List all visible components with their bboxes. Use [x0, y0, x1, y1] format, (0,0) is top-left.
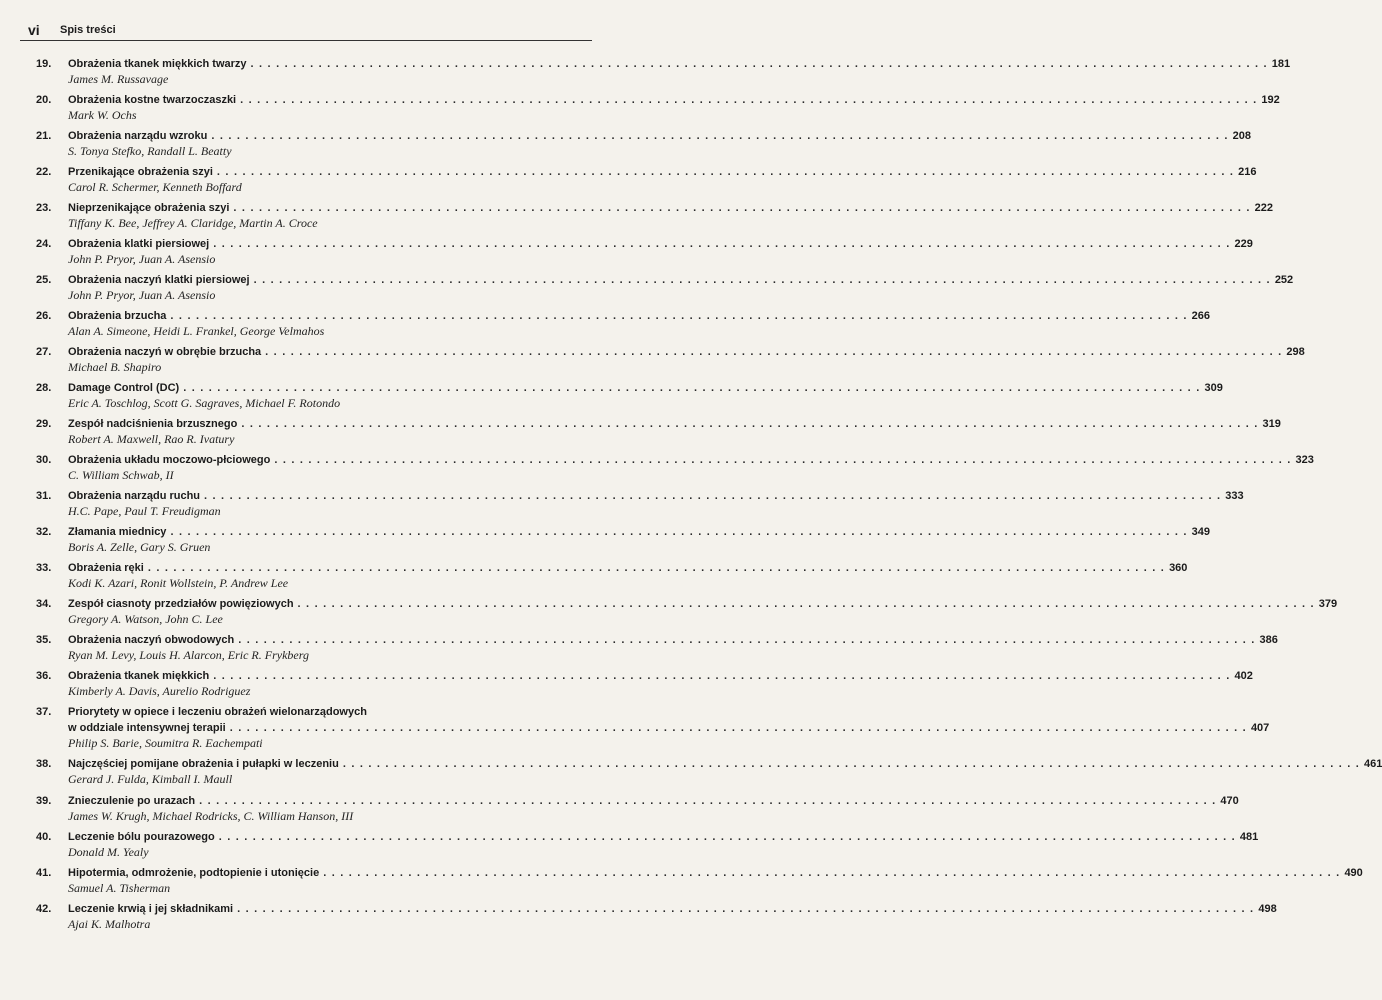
chapter-title: Obrażenia tkanek miękkich: [68, 670, 210, 682]
chapter-authors: Carol R. Schermer, Kenneth Boffard: [68, 180, 242, 194]
toc-entry[interactable]: [36, 344, 1305, 380]
page-reference: 252: [1274, 274, 1294, 286]
toc-entry[interactable]: [36, 56, 1291, 92]
chapter-title: Obrażenia brzucha: [68, 310, 167, 322]
chapter-number: 31.: [36, 490, 52, 502]
chapter-title: Obrażenia układu moczowo-płciowego: [68, 454, 271, 466]
chapter-authors: Mark W. Ochs: [68, 108, 137, 122]
chapter-title-row: [68, 865, 1363, 881]
chapter-title-row: [68, 236, 1253, 252]
page-reference: 222: [1254, 202, 1274, 214]
chapter-number: 34.: [36, 598, 52, 610]
table-of-contents: [36, 56, 1382, 937]
chapter-title-row: [68, 344, 1305, 360]
chapter-number: 22.: [36, 166, 52, 178]
dot-leader: . . . . . . . . . . . . . . . . . . . . . . . . . . . . . . . . . . . . . . . . . . . . . . . . . . . . . . . . . . . . . . . . . . . . . . . . . . . . . . . . . . . . . . . . . . . . . . . . . . . . . . . . . . . . . . . . . . . . . . . .: [170, 310, 1188, 322]
chapter-title: Zespół ciasnoty przedziałów powięziowych: [68, 598, 294, 610]
toc-entry[interactable]: [36, 488, 1244, 524]
toc-entry[interactable]: [36, 524, 1211, 560]
dot-leader: . . . . . . . . . . . . . . . . . . . . . . . . . . . . . . . . . . . . . . . . . . . . . . . . . . . . . . . . . . . . . . . . . . . . . . . . . . . . . . . . . . . . . . . . . . . . . . . . . . . . . . . . . . . . . . . . . . . . . . . .: [211, 130, 1229, 142]
page-number: vi: [28, 22, 40, 38]
section-title: Spis treści: [60, 24, 116, 36]
chapter-authors: Ryan M. Levy, Louis H. Alarcon, Eric R. Frykberg: [68, 648, 309, 662]
chapter-number: 20.: [36, 94, 52, 106]
chapter-title: Złamania miednicy: [68, 526, 167, 538]
chapter-authors: Kimberly A. Davis, Aurelio Rodriguez: [68, 684, 251, 698]
chapter-number: 26.: [36, 310, 52, 322]
chapter-title-row: [68, 56, 1291, 72]
chapter-title-row: [68, 524, 1211, 540]
chapter-number: 32.: [36, 526, 52, 538]
chapter-title-row: [68, 632, 1278, 648]
page-reference: 323: [1295, 454, 1314, 466]
chapter-title: Zespół nadciśnienia brzusznego: [68, 418, 238, 430]
chapter-number: 29.: [36, 418, 52, 430]
chapter-title: Obrażenia narządu wzroku: [68, 130, 208, 142]
chapter-title: Obrażenia naczyń w obrębie brzucha: [68, 346, 262, 358]
chapter-title-row: [68, 92, 1280, 108]
page-reference: 298: [1286, 346, 1305, 358]
chapter-title-row: [68, 668, 1253, 684]
toc-entry[interactable]: [36, 380, 1223, 416]
chapter-number: 41.: [36, 867, 52, 879]
chapter-authors: Alan A. Simeone, Heidi L. Frankel, George Velmahos: [68, 324, 325, 338]
dot-leader: . . . . . . . . . . . . . . . . . . . . . . . . . . . . . . . . . . . . . . . . . . . . . . . . . . . . . . . . . . . . . . . . . . . . . . . . . . . . . . . . . . . . . . . . . . . . . . . . . . . . . . . . . . . . . . . . . . . . . . . .: [253, 274, 1271, 286]
page-reference: 407: [1250, 722, 1270, 734]
dot-leader: . . . . . . . . . . . . . . . . . . . . . . . . . . . . . . . . . . . . . . . . . . . . . . . . . . . . . . . . . . . . . . . . . . . . . . . . . . . . . . . . . . . . . . . . . . . . . . . . . . . . . . . . . . . . . . . . . . . . . . . .: [216, 166, 1235, 178]
page-reference: 266: [1191, 310, 1211, 322]
toc-entry[interactable]: [36, 901, 1277, 937]
chapter-title-row: [68, 272, 1294, 288]
toc-entry[interactable]: [36, 756, 1382, 793]
chapter-authors: John P. Pryor, Juan A. Asensio: [68, 252, 216, 266]
chapter-title: Przenikające obrażenia szyi: [68, 166, 213, 178]
dot-leader: . . . . . . . . . . . . . . . . . . . . . . . . . . . . . . . . . . . . . . . . . . . . . . . . . . . . . . . . . . . . . . . . . . . . . . . . . . . . . . . . . . . . . . . . . . . . . . . . . . . . . . . . . . . . . . . . . . . . . . . .: [233, 202, 1251, 214]
chapter-authors: James M. Russavage: [68, 72, 169, 86]
dot-leader: . . . . . . . . . . . . . . . . . . . . . . . . . . . . . . . . . . . . . . . . . . . . . . . . . . . . . . . . . . . . . . . . . . . . . . . . . . . . . . . . . . . . . . . . . . . . . . . . . . . . . . . . . . . . . . . . . . . . . . . .: [229, 722, 1247, 734]
chapter-authors: Gerard J. Fulda, Kimball I. Maull: [68, 772, 233, 786]
chapter-title: Damage Control (DC): [68, 382, 180, 394]
chapter-number: 40.: [36, 831, 52, 843]
chapter-title: Obrażenia kostne twarzoczaszki: [68, 94, 237, 106]
chapter-number: 21.: [36, 130, 52, 142]
chapter-authors: Tiffany K. Bee, Jeffrey A. Claridge, Martin A. Croce: [68, 216, 318, 230]
toc-entry[interactable]: [36, 236, 1253, 272]
page-reference: 360: [1169, 562, 1188, 574]
page-reference: 333: [1225, 490, 1244, 502]
dot-leader: . . . . . . . . . . . . . . . . . . . . . . . . . . . . . . . . . . . . . . . . . . . . . . . . . . . . . . . . . . . . . . . . . . . . . . . . . . . . . . . . . . . . . . . . . . . . . . . . . . . . . . . . . . . . . . . . . . . . . . . .: [240, 94, 1258, 106]
chapter-title-row: [68, 200, 1274, 216]
chapter-title-row: [68, 793, 1239, 809]
toc-entry[interactable]: [36, 92, 1280, 128]
toc-entry[interactable]: [36, 793, 1239, 829]
dot-leader: . . . . . . . . . . . . . . . . . . . . . . . . . . . . . . . . . . . . . . . . . . . . . . . . . . . . . . . . . . . . . . . . . . . . . . . . . . . . . . . . . . . . . . . . . . . . . . . . . . . . . . . . . . . . . . . . . . . . . . . .: [204, 490, 1222, 502]
chapter-title: Obrażenia naczyń obwodowych: [68, 634, 235, 646]
chapter-authors: Robert A. Maxwell, Rao R. Ivatury: [68, 432, 235, 446]
chapter-title-row: [68, 596, 1338, 612]
chapter-number: 38.: [36, 758, 52, 770]
toc-entry[interactable]: [36, 865, 1363, 901]
chapter-title: w oddziale intensywnej terapii: [68, 722, 226, 734]
chapter-title: Leczenie krwią i jej składnikami: [68, 903, 234, 915]
chapter-title-line1: Priorytety w opiece i leczeniu obrażeń wielonarządowych: [68, 706, 367, 718]
chapter-title: Hipotermia, odmrożenie, podtopienie i utonięcie: [68, 867, 320, 879]
page-reference: 461: [1364, 758, 1382, 770]
chapter-title: Obrażenia naczyń klatki piersiowej: [68, 274, 250, 286]
dot-leader: . . . . . . . . . . . . . . . . . . . . . . . . . . . . . . . . . . . . . . . . . . . . . . . . . . . . . . . . . . . . . . . . . . . . . . . . . . . . . . . . . . . . . . . . . . . . . . . . . . . . . . . . . . . . . . . . . . . . . . . .: [183, 382, 1201, 394]
chapter-number: 30.: [36, 454, 52, 466]
toc-entry[interactable]: [36, 308, 1211, 344]
toc-entry[interactable]: [36, 632, 1278, 668]
chapter-authors: S. Tonya Stefko, Randall L. Beatty: [68, 144, 232, 158]
chapter-authors: Gregory A. Watson, John C. Lee: [68, 612, 223, 626]
page-reference: 490: [1344, 867, 1363, 879]
dot-leader: . . . . . . . . . . . . . . . . . . . . . . . . . . . . . . . . . . . . . . . . . . . . . . . . . . . . . . . . . . . . . . . . . . . . . . . . . . . . . . . . . . . . . . . . . . . . . . . . . . . . . . . . . . . . . . . . . . . . . . . .: [218, 831, 1236, 843]
page-header: [20, 22, 592, 41]
chapter-authors: Eric A. Toschlog, Scott G. Sagraves, Michael F. Rotondo: [68, 396, 341, 410]
chapter-title: Obrażenia klatki piersiowej: [68, 238, 210, 250]
chapter-number: 19.: [36, 58, 52, 70]
chapter-title: Obrażenia ręki: [68, 562, 144, 574]
chapter-title-row: [68, 829, 1259, 845]
chapter-number: 39.: [36, 795, 52, 807]
page-reference: 229: [1234, 238, 1253, 250]
chapter-number: 37.: [36, 706, 52, 718]
chapter-number: 33.: [36, 562, 52, 574]
chapter-authors: Donald M. Yealy: [68, 845, 149, 859]
dot-leader: . . . . . . . . . . . . . . . . . . . . . . . . . . . . . . . . . . . . . . . . . . . . . . . . . . . . . . . . . . . . . . . . . . . . . . . . . . . . . . . . . . . . . . . . . . . . . . . . . . . . . . . . . . . . . . . . . . . . . . . .: [213, 238, 1231, 250]
toc-entry[interactable]: [36, 829, 1259, 865]
page-reference: 386: [1259, 634, 1278, 646]
toc-entry[interactable]: [36, 272, 1294, 308]
page-reference: 208: [1232, 130, 1251, 142]
chapter-number: 28.: [36, 382, 52, 394]
page-reference: 192: [1261, 94, 1280, 106]
chapter-title-row: [68, 416, 1281, 432]
chapter-authors: Samuel A. Tisherman: [68, 881, 171, 895]
chapter-authors: Boris A. Zelle, Gary S. Gruen: [68, 540, 211, 554]
toc-entry[interactable]: [36, 560, 1188, 596]
dot-leader: . . . . . . . . . . . . . . . . . . . . . . . . . . . . . . . . . . . . . . . . . . . . . . . . . . . . . . . . . . . . . . . . . . . . . . . . . . . . . . . . . . . . . . . . . . . . . . . . . . . . . . . . . . . . . . . . . . . . . . . .: [241, 418, 1259, 430]
chapter-title-row: [68, 756, 1382, 772]
chapter-authors: H.C. Pape, Paul T. Freudigman: [68, 504, 221, 518]
chapter-number: 42.: [36, 903, 52, 915]
dot-leader: . . . . . . . . . . . . . . . . . . . . . . . . . . . . . . . . . . . . . . . . . . . . . . . . . . . . . . . . . . . . . . . . . . . . . . . . . . . . . . . . . . . . . . . . . . . . . . . . . . . . . . . . . . . . . . . . . . . . . . . .: [250, 58, 1268, 70]
chapter-title: Leczenie bólu pourazowego: [68, 831, 215, 843]
page-reference: 216: [1238, 166, 1257, 178]
toc-entry[interactable]: [36, 164, 1257, 200]
toc-entry[interactable]: [36, 200, 1274, 236]
chapter-title-row: [68, 720, 1270, 736]
dot-leader: . . . . . . . . . . . . . . . . . . . . . . . . . . . . . . . . . . . . . . . . . . . . . . . . . . . . . . . . . . . . . . . . . . . . . . . . . . . . . . . . . . . . . . . . . . . . . . . . . . . . . . . . . . . . . . . . . . . . . . . .: [297, 598, 1315, 610]
dot-leader: . . . . . . . . . . . . . . . . . . . . . . . . . . . . . . . . . . . . . . . . . . . . . . . . . . . . . . . . . . . . . . . . . . . . . . . . . . . . . . . . . . . . . . . . . . . . . . . . . . . . . . . . . . . . . . . . . . . . . . . .: [170, 526, 1188, 538]
chapter-number: 27.: [36, 346, 52, 358]
toc-entry[interactable]: [36, 596, 1338, 632]
chapter-title-row: [68, 560, 1188, 576]
page-reference: 309: [1204, 382, 1223, 394]
chapter-authors: Kodi K. Azari, Ronit Wollstein, P. Andrew Lee: [68, 576, 289, 590]
chapter-title-row: [68, 380, 1223, 396]
dot-leader: . . . . . . . . . . . . . . . . . . . . . . . . . . . . . . . . . . . . . . . . . . . . . . . . . . . . . . . . . . . . . . . . . . . . . . . . . . . . . . . . . . . . . . . . . . . . . . . . . . . . . . . . . . . . . . . . . . . . . . . .: [323, 867, 1341, 879]
chapter-title-row: [68, 488, 1244, 504]
chapter-title: Najczęściej pomijane obrażenia i pułapki w leczeniu: [68, 758, 339, 770]
dot-leader: . . . . . . . . . . . . . . . . . . . . . . . . . . . . . . . . . . . . . . . . . . . . . . . . . . . . . . . . . . . . . . . . . . . . . . . . . . . . . . . . . . . . . . . . . . . . . . . . . . . . . . . . . . . . . . . . . . . . . . . .: [238, 634, 1256, 646]
page-reference: 402: [1234, 670, 1253, 682]
chapter-number: 35.: [36, 634, 52, 646]
dot-leader: . . . . . . . . . . . . . . . . . . . . . . . . . . . . . . . . . . . . . . . . . . . . . . . . . . . . . . . . . . . . . . . . . . . . . . . . . . . . . . . . . . . . . . . . . . . . . . . . . . . . . . . . . . . . . . . . . . . . . . . .: [265, 346, 1283, 358]
chapter-title: Znieczulenie po urazach: [68, 795, 196, 807]
chapter-authors: Michael B. Shapiro: [68, 360, 162, 374]
page-reference: 319: [1262, 418, 1281, 430]
page-reference: 379: [1318, 598, 1338, 610]
chapter-number: 24.: [36, 238, 52, 250]
chapter-number: 25.: [36, 274, 52, 286]
chapter-authors: C. William Schwab, II: [68, 468, 174, 482]
toc-entry[interactable]: [36, 668, 1253, 704]
page-reference: 498: [1258, 903, 1277, 915]
chapter-number: 23.: [36, 202, 52, 214]
chapter-authors: Philip S. Barie, Soumitra R. Eachempati: [68, 736, 263, 750]
chapter-title-row: [68, 901, 1277, 917]
chapter-title-row: [68, 128, 1251, 144]
chapter-title-row: [68, 452, 1314, 468]
chapter-title: Obrażenia narządu ruchu: [68, 490, 201, 502]
dot-leader: . . . . . . . . . . . . . . . . . . . . . . . . . . . . . . . . . . . . . . . . . . . . . . . . . . . . . . . . . . . . . . . . . . . . . . . . . . . . . . . . . . . . . . . . . . . . . . . . . . . . . . . . . . . . . . . . . . . . . . . .: [213, 670, 1231, 682]
toc-entry[interactable]: [36, 416, 1281, 452]
chapter-number: 36.: [36, 670, 52, 682]
toc-entry[interactable]: [36, 452, 1314, 488]
page-reference: 470: [1220, 795, 1239, 807]
chapter-authors: John P. Pryor, Juan A. Asensio: [68, 288, 216, 302]
dot-leader: . . . . . . . . . . . . . . . . . . . . . . . . . . . . . . . . . . . . . . . . . . . . . . . . . . . . . . . . . . . . . . . . . . . . . . . . . . . . . . . . . . . . . . . . . . . . . . . . . . . . . . . . . . . . . . . . . . . . . . . .: [199, 795, 1217, 807]
chapter-title: Obrażenia tkanek miękkich twarzy: [68, 58, 247, 70]
chapter-title: Nieprzenikające obrażenia szyi: [68, 202, 230, 214]
page-reference: 181: [1271, 58, 1291, 70]
chapter-title-row: [68, 308, 1211, 324]
toc-entry[interactable]: [36, 704, 1270, 756]
toc-entry[interactable]: [36, 128, 1251, 164]
dot-leader: . . . . . . . . . . . . . . . . . . . . . . . . . . . . . . . . . . . . . . . . . . . . . . . . . . . . . . . . . . . . . . . . . . . . . . . . . . . . . . . . . . . . . . . . . . . . . . . . . . . . . . . . . . . . . . . . . . . . . . . .: [147, 562, 1166, 574]
dot-leader: . . . . . . . . . . . . . . . . . . . . . . . . . . . . . . . . . . . . . . . . . . . . . . . . . . . . . . . . . . . . . . . . . . . . . . . . . . . . . . . . . . . . . . . . . . . . . . . . . . . . . . . . . . . . . . . . . . . . . . . .: [274, 454, 1292, 466]
chapter-authors: James W. Krugh, Michael Rodricks, C. William Hanson, III: [68, 809, 354, 823]
dot-leader: . . . . . . . . . . . . . . . . . . . . . . . . . . . . . . . . . . . . . . . . . . . . . . . . . . . . . . . . . . . . . . . . . . . . . . . . . . . . . . . . . . . . . . . . . . . . . . . . . . . . . . . . . . . . . . . . . . . . . . . .: [342, 758, 1361, 770]
page-reference: 481: [1239, 831, 1259, 843]
dot-leader: . . . . . . . . . . . . . . . . . . . . . . . . . . . . . . . . . . . . . . . . . . . . . . . . . . . . . . . . . . . . . . . . . . . . . . . . . . . . . . . . . . . . . . . . . . . . . . . . . . . . . . . . . . . . . . . . . . . . . . . .: [237, 903, 1255, 915]
page-reference: 349: [1191, 526, 1211, 538]
chapter-authors: Ajai K. Malhotra: [68, 917, 151, 931]
chapter-title-row: [68, 164, 1257, 180]
